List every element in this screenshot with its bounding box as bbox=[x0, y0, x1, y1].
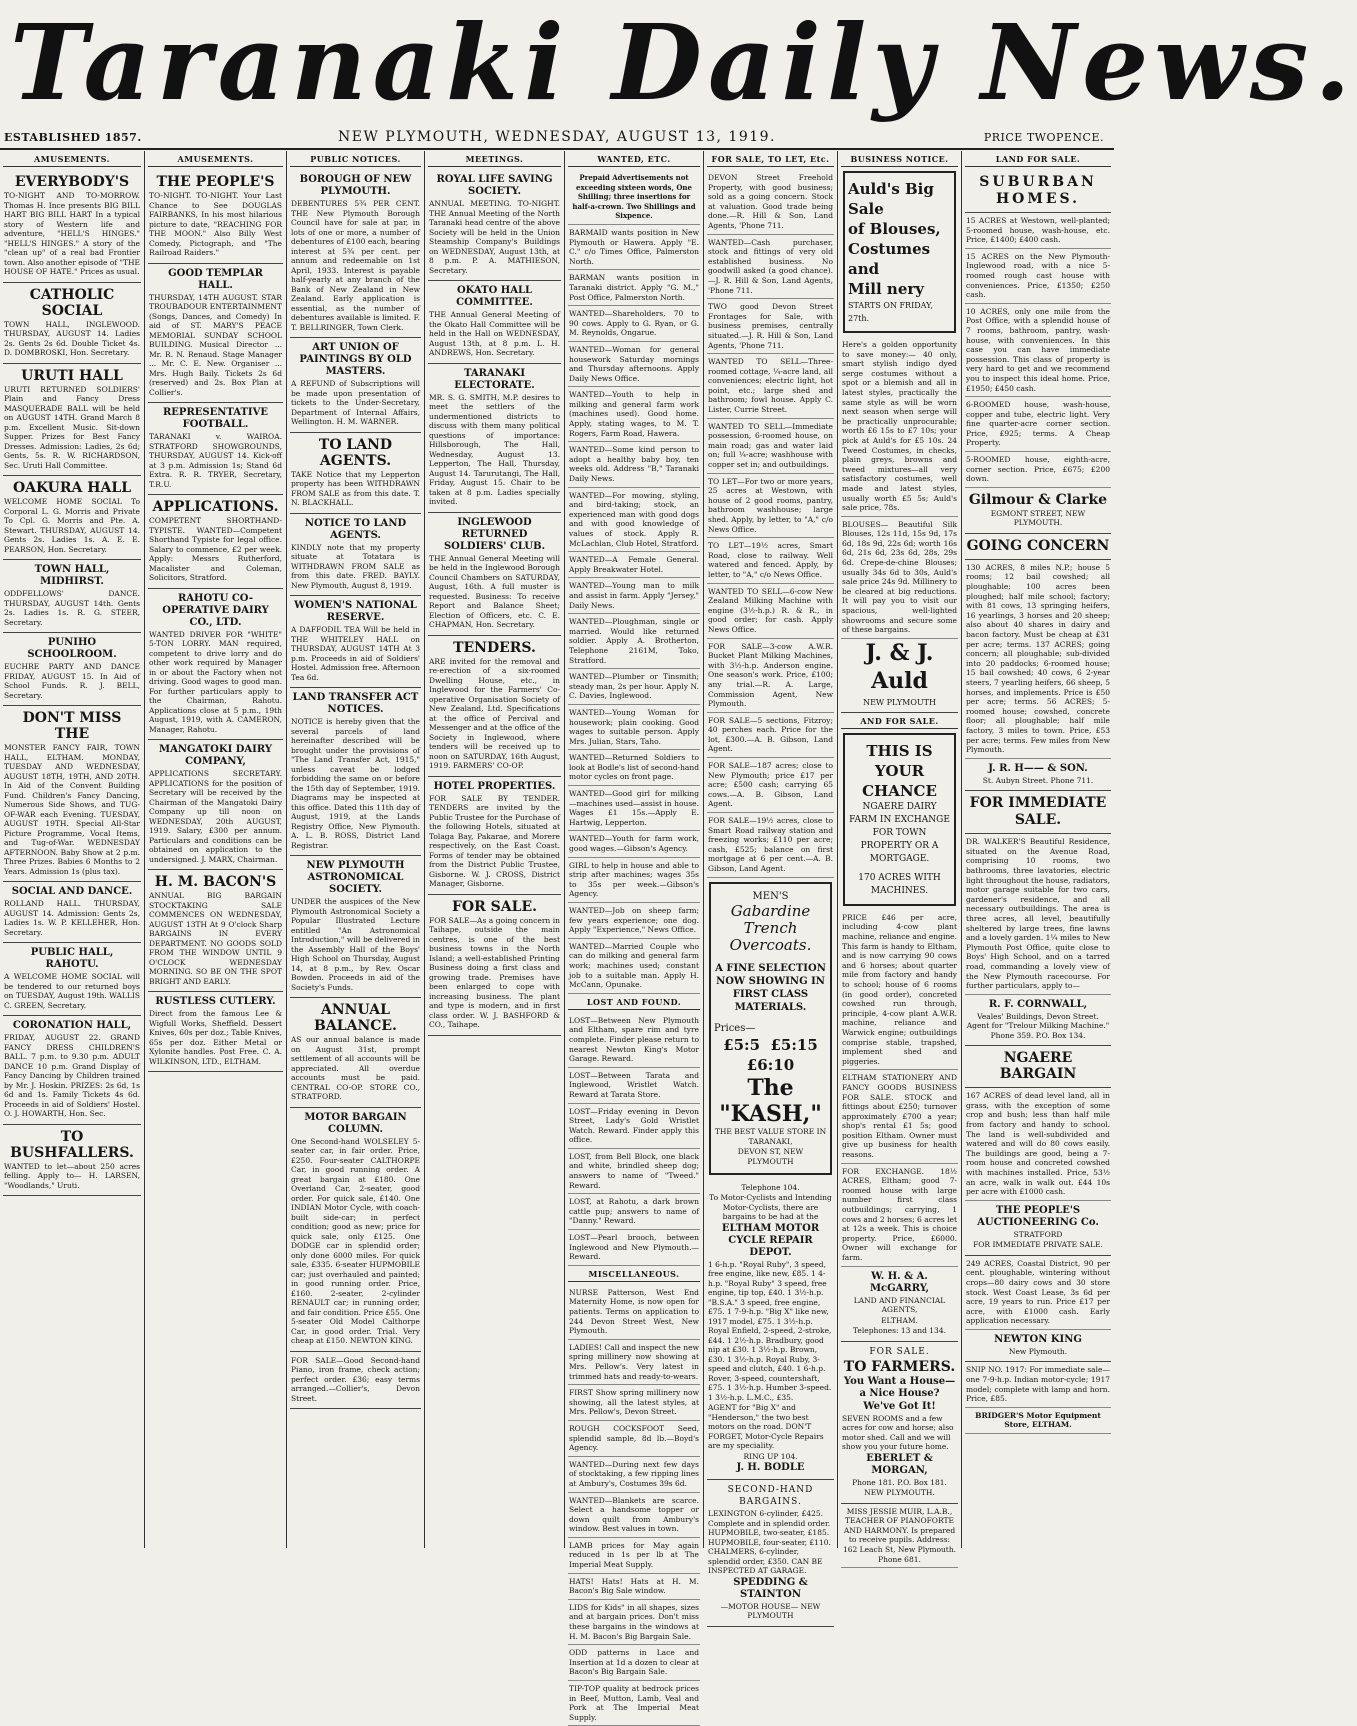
ad-line: Veales' Buildings, Devon Street. Agent for "Trelour Milking Machine." Phone 359. P.O. Box 134. bbox=[966, 1011, 1110, 1040]
column-amusements-1 bbox=[0, 151, 145, 1548]
advertisement bbox=[290, 170, 421, 338]
ad-title: J. R. H—— & SON. bbox=[988, 762, 1088, 774]
misc-item: HATS! Hats! Hats at H. M. Bacon's Big Sale window. bbox=[568, 1574, 700, 1600]
advertisement bbox=[148, 870, 283, 992]
dateline-bar bbox=[0, 128, 1114, 150]
ad-title: TO BUSHFALLERS. bbox=[10, 1128, 134, 1161]
classified-item: WANTED—For mowing, styling, and bird-taking; stock, an experienced man with good dogs and with good knowledge of values of stock. Apply R. McLachlan, Club Hotel, Stratford. bbox=[568, 488, 700, 553]
advertisement bbox=[148, 495, 283, 589]
miscellaneous-header: MISCELLANEOUS. bbox=[568, 1266, 700, 1282]
ad-title: ELTHAM MOTOR CYCLE REPAIR DEPOT. bbox=[721, 1222, 820, 1258]
misc-item: TIP-TOP quality at bedrock prices in Beef, Mutton, Lamb, Veal and Pork at The Imperial Meat Supply. bbox=[568, 1681, 700, 1726]
ad-line: NEW PLYMOUTH bbox=[841, 695, 958, 713]
ad-title: NEW PLYMOUTH ASTRONOMICAL SOCIETY. bbox=[306, 860, 405, 895]
ad-body: KINDLY note that my property situate at Totatara is WITHDRAWN FROM SALE as from this date. FRED. BAYLY. New Plymouth, August 8, 1919. bbox=[291, 542, 420, 590]
ad-body: THE Annual General Meeting will be held in the Inglewood Borough Council Chambers on SATURDAY, August, 16th. A full muster is requested. Business: To receive Report and Balance Sheet; Election of Officers, etc. C. E. CHAPMAN, Hon. Secretary. bbox=[429, 553, 560, 629]
ad-body: WANTED DRIVER FOR "WHITE" 5-TON LORRY. MAN required, competent to drive lorry and do other work required by Manager in or about the Factory when not driving. Good wages to good man. For further particulars apply to the Chairman, Rahotu. Applications close at 5 p.m., 19th August, 1919, with A. CAMERON, Manager, Rahotu. bbox=[149, 629, 282, 734]
classified-item: WANTED—Returned Soldiers to look at Bodle's list of second-hand motor cycles on front page. bbox=[568, 750, 700, 786]
ad-line: RING UP 104. bbox=[743, 1451, 798, 1461]
ad-title: MANGATOKI DAIRY COMPANY, bbox=[159, 744, 272, 767]
ad-line: A FINE SELECTION NOW SHOWING IN FIRST CLASS MATERIALS. bbox=[715, 962, 826, 1013]
secondhand-bargains-ad bbox=[707, 1480, 834, 1627]
ad-line: To Motor-Cyclists and Intending Motor-Cyclists, there are bargains to be had at the bbox=[709, 1193, 832, 1222]
ad-title: Gilmour & Clarke bbox=[968, 491, 1108, 508]
ad-title: SUBURBAN bbox=[979, 174, 1097, 190]
ad-line: FOR IMMEDIATE PRIVATE SALE. bbox=[973, 1240, 1103, 1250]
ad-line: LEXINGTON 6-cylinder, £425. Complete and in splendid order. HUPMOBILE, two-seater, £185. HUPMOBILE, four-seater, £110. CHALMERS, 6-cylinder, splendid order, £350. CAN BE INSPECTED AT GARAGE. bbox=[708, 1509, 831, 1576]
ad-title: APPLICATIONS. bbox=[152, 499, 279, 515]
column-header: WANTED, ETC. bbox=[568, 151, 700, 167]
ad-title: ANNUAL BALANCE. bbox=[314, 1002, 397, 1034]
classified-item: GIRL to help in house and able to strip after machines; wages 35s to 35s per week.—Gibson's Agency. bbox=[568, 858, 700, 903]
advertisement bbox=[428, 895, 561, 1036]
price: £6:10 bbox=[746, 1055, 795, 1074]
misc-item: FIRST Show spring millinery now showing, all the latest styles, at Mrs. Pellow's, Devon Street. bbox=[568, 1385, 700, 1421]
ngaere-bargain-body: 167 ACRES of dead level land, all in grass, with the exception of some crop and bush; less than half mile from factory and handy to school. The land is well-subdivided and watered and will do 80 cows easily. The buildings are good, being a 7-room house and concreted cowshed with machines installed. Price, 53½ an acre, walk in walk out. £44 10s per acre with £1000 cash. bbox=[965, 1088, 1111, 1201]
land-listing: 10 ACRES, only one mile from the Post Office, with a splendid house of 7 rooms, bathroom, pantry, wash-house, with conveniences. In this case you can have immediate possession. This class of property is very hard to get and we recommend you to inspect this ideal home. Price, £1950; £450 cash. bbox=[965, 304, 1111, 397]
advertisement bbox=[428, 513, 561, 636]
advertisement bbox=[428, 170, 561, 281]
ad-line: Telephone 104. bbox=[741, 1182, 800, 1192]
store-name: The "KASH," bbox=[719, 1074, 822, 1127]
ad-line: SEVEN ROOMS and a few acres for cow and horse; also motor shed. Call and we will show you your future home. bbox=[842, 1413, 954, 1452]
advertisement bbox=[3, 633, 141, 706]
lost-found-header: LOST AND FOUND. bbox=[568, 994, 700, 1010]
column-header: PUBLIC NOTICES. bbox=[290, 151, 421, 167]
wanted-rates: Prepaid Advertisements not exceeding sixteen words, One Shilling; three insertions for half-a-crown. Two Shillings and Sixpence. bbox=[568, 170, 700, 225]
column-header: AMUSEMENTS. bbox=[148, 151, 283, 167]
farmers-ad bbox=[841, 1342, 958, 1504]
newton-king-ad bbox=[965, 1330, 1111, 1363]
chance-ad bbox=[843, 733, 956, 906]
ad-title: RUSTLESS CUTLERY. bbox=[155, 996, 276, 1007]
misc-item: WANTED—Blankets are scarce. Select a handsome topper or down quilt from Ambury's window. Best values in town. bbox=[568, 1493, 700, 1538]
ngaere-bargain-ad bbox=[965, 1046, 1111, 1088]
misc-item: LIDS for Kids" in all shapes, sizes and at bargain prices. Don't miss these bargains in the windows at H. M. Bacon's Big Bargain Sale. bbox=[568, 1600, 700, 1645]
classified-item: WANTED TO SELL—Three-roomed cottage, ¼-acre land, all conveniences; electric light, hot point, etc.; large shed and bathroom; fowl house. Apply C. Lister, Currie Street. bbox=[707, 354, 834, 419]
cornwall-ad bbox=[965, 995, 1111, 1047]
ad-title: H. M. BACON'S bbox=[154, 874, 277, 890]
ad-body: ROLLAND HALL. THURSDAY, AUGUST 14. Admission: Gents 2s, Ladies 1s. W. P. KELLEHER, Hon. Secretary. bbox=[4, 899, 140, 937]
ad-title: R. F. CORNWALL, bbox=[988, 998, 1088, 1010]
immediate-sale-ad bbox=[965, 791, 1111, 834]
column-land-for-sale bbox=[962, 151, 1114, 1548]
ad-line: Auld's Big Sale bbox=[848, 180, 934, 218]
classified-item: BARMAN wants position in Taranaki district. Apply "G. M.," Post Office, Palmerston North. bbox=[568, 270, 700, 306]
prices-label: Prices— bbox=[714, 1022, 756, 1034]
ad-body: APPLICATIONS SECRETARY. APPLICATIONS for the position of Secretary will be received by the Chairman of the Mangatoki Dairy Company up till noon on WEDNESDAY, 20th AUGUST, 1919. Salary, £300 per annum. Particulars and conditions can be obtained on application to the undersigned. J. MARX, Chairman. bbox=[149, 769, 282, 864]
newspaper-title: Taranaki Daily News. bbox=[10, 1, 1357, 124]
ad-line: CHANCE bbox=[862, 781, 937, 800]
ad-body: TO-NIGHT. TO-NIGHT. Your Last Chance to See DOUGLAS FAIRBANKS, In his most hilarious picture to date, "REACHING FOR THE MOON." Also Billy West Comedy, Pictograph, and "The Railroad Raiders." bbox=[149, 191, 282, 257]
advertisement bbox=[148, 992, 283, 1072]
ad-title: THE PEOPLE'S AUCTIONEERING Co. bbox=[977, 1204, 1099, 1228]
column-header: MEETINGS. bbox=[428, 151, 561, 167]
ad-line: Telephones: 13 and 134. bbox=[853, 1326, 946, 1336]
ad-line: —MOTOR HOUSE— NEW PLYMOUTH bbox=[720, 1601, 821, 1621]
ad-title: TO FARMERS. bbox=[843, 1358, 956, 1375]
advertisement bbox=[148, 264, 283, 404]
ad-body: NOTICE is hereby given that the several parcels of land hereinafter described will be brought under the provisions of "The Land Transfer Act, 1915," unless caveat be lodged forbidding the same on or before the 15th day of September, 1919. Diagrams may be inspected at this office. Dated this 11th day of August, 1919, at the Lands Registry Office, New Plymouth. A. L. B. ROSS, District Land Registrar. bbox=[291, 717, 420, 850]
kash-overcoats-ad bbox=[709, 882, 832, 1175]
misc-item: LAMB prices for May again reduced in 1s per lb at The Imperial Meat Supply. bbox=[568, 1538, 700, 1574]
ad-title: BOROUGH OF NEW PLYMOUTH. bbox=[299, 174, 412, 197]
advertisement bbox=[148, 170, 283, 264]
ad-body: A REFUND of Subscriptions will be made upon presentation of tickets to the Under-Secretary, Department of Internal Affairs, Wellington. H. M. WARNER. bbox=[291, 379, 420, 426]
column-meetings bbox=[425, 151, 565, 1548]
ad-line: We've Got It! bbox=[863, 1400, 936, 1412]
ad-line: EGMONT STREET, NEW PLYMOUTH. bbox=[990, 508, 1086, 528]
ad-line: STRATFORD bbox=[1013, 1229, 1063, 1239]
advertisement bbox=[148, 740, 283, 870]
price: £5:15 bbox=[770, 1035, 818, 1054]
classified-item: WANTED—Good girl for milking—machines used—assist in house. Wages £1 15s.—Apply E. Hartwig, Lepperton. bbox=[568, 786, 700, 831]
ad-line: AGENT for "Big X" and "Henderson," the two best motors on the road. DON'T FORGET, Motor-Cycle Repairs are my speciality. bbox=[708, 1403, 824, 1451]
advertisement bbox=[148, 403, 283, 495]
ad-body: TOWN HALL, INGLEWOOD. THURSDAY, AUGUST 14. Ladies 2s. Gents 2s 6d. Double Ticket 4s. D. DOMBROSKI, Hon. Secretary. bbox=[4, 319, 140, 357]
land-listing: 6-ROOMED house, wash-house, copper and tube, electric light. Very fine quarter-acre corner section. Price, £925; terms. A Cheap Property. bbox=[965, 397, 1111, 452]
advertisement bbox=[148, 589, 283, 741]
ad-title: TOWN HALL, MIDHIRST. bbox=[34, 564, 110, 587]
land-listing: 15 ACRES at Westown, well-planted; 5-roomed house, wash-house, etc. Price, £1400; £400 cash. bbox=[965, 213, 1111, 249]
mcgarry-ad bbox=[841, 1267, 958, 1342]
classified-item: FOR SALE—19½ acres, close to Smart Road railway station and freezing works; £110 per acre; cash, £525; balance on first mortgage at 6 per cent.—A. B. Gibson, Land Agent. bbox=[707, 813, 834, 878]
classified-item: WANTED—Shareholders, 70 to 90 cows. Apply to G. Ryan, or G. M. Reynolds, Ongarue. bbox=[568, 306, 700, 342]
misc-item: ROUGH COCKSFOOT Seed, splendid sample, 8d lb.—Boyd's Agency. bbox=[568, 1421, 700, 1457]
ad-body: ANNUAL BIG BARGAIN STOCKTAKING SALE COMMENCES ON WEDNESDAY, AUGUST 13TH At 9 O'clock Sharp BARGAINS IN EVERY DEPARTMENT. NO GOODS SOLD FROM THE WINDOW UNTIL 9 O'CLOCK WEDNESDAY MORNING. SO BE ON THE SPOT BRIGHT AND EARLY. bbox=[149, 891, 282, 986]
advertisement bbox=[290, 433, 421, 514]
ad-title: SALE. bbox=[1014, 812, 1062, 829]
advertisement bbox=[290, 1108, 421, 1352]
ad-body: ODDFELLOWS' DANCE. THURSDAY, AUGUST 14th. Gents 2s. Ladies 1s. R. G. STEER, Secretary. bbox=[4, 589, 140, 627]
classified-item: WANTED—Woman for general housework Saturday mornings and Thursday afternoons. Apply Daily News Office. bbox=[568, 342, 700, 387]
ad-title: EBERLET & MORGAN, bbox=[866, 1452, 933, 1476]
muir-ad: MISS JESSIE MUIR, L.A.B., TEACHER OF PIANOFORTE AND HARMONY. Is prepared to receive pupils. Address: 162 Leach St, New Plymouth. Phone 681. bbox=[841, 1504, 958, 1569]
classified-item: WANTED—Youth for farm work, good wages.—Gibson's Agency. bbox=[568, 831, 700, 857]
lost-item: LOST—Between Tarata and Inglewood, Wristlet Watch. Reward at Tarata Store. bbox=[568, 1068, 700, 1104]
column-business-notice bbox=[838, 151, 962, 1564]
ad-title: TENDERS. bbox=[453, 639, 536, 656]
classified-item: TO LET—19½ acres, Smart Road, close to railway. Well watered and fenced. Apply, by letter, to "A," c/o News Office. bbox=[707, 538, 834, 583]
peoples-auction-ad bbox=[965, 1201, 1111, 1256]
classified-item: FOR SALE—5 sections, Fitzroy; 40 perches each. Price for the lot, £300.—A. B. Gibson, Land Agent. bbox=[707, 713, 834, 758]
ad-body: MONSTER FANCY FAIR, TOWN HALL, ELTHAM. MONDAY, TUESDAY AND WEDNESDAY, AUGUST 18TH, 19TH, AND 20TH. In Aid of the Convent Building Fund. Children's Fancy Dancing, Numerous Side Shows, and TUG-OF-WAR each Evening. TUESDAY, AUGUST 19TH. Special All-Star Picture Programme, Vocal Items, and Tug-of-War. WEDNESDAY AFTERNOON. Baby Show at 2 p.m. Three Prizes. Babies 6 Months to 2 Years. Admission 1s (plus tax). bbox=[4, 743, 140, 876]
classified-item: WANTED—Cash purchaser, stock and fittings of very old established business. No goodwill asked (a good chance).—J. R. Hill & Son, Land Agents, 'Phone 711. bbox=[707, 235, 834, 300]
ad-title: ROYAL LIFE SAVING SOCIETY. bbox=[436, 174, 553, 197]
advertisement bbox=[3, 364, 141, 477]
advertisement bbox=[3, 476, 141, 560]
ad-title: TARANAKI ELECTORATE. bbox=[454, 367, 535, 391]
ad-title: FOR IMMEDIATE bbox=[969, 795, 1107, 812]
classified-item: WANTED—Plumber or Tinsmith; steady man, 2s per hour. Apply N. C. Davies, Inglewood. bbox=[568, 669, 700, 705]
price: £5:5 bbox=[723, 1035, 761, 1054]
lost-item: LOST, from Bell Block, one black and white, brindled sheep dog; answers to name of "Tweed." Reward. bbox=[568, 1149, 700, 1194]
ad-body: FOR SALE—As a going concern in Taihape, outside the main centres, is one of the best business towns in the North Island; a well-established Printing Business doing a first class and growing trade. Premises have been enlarged to cope with increasing business. The plant and type is modern, and in first class order. W. J. BASHFORD & CO., Taihape. bbox=[429, 915, 560, 1029]
ad-line: New Plymouth. bbox=[1008, 1346, 1068, 1356]
ad-body: WANTED to let—about 250 acres felling. Apply to— H. LARSEN, "Woodlands," Uruti. bbox=[4, 1161, 140, 1190]
advertisement bbox=[3, 170, 141, 283]
ad-body: A WELCOME HOME SOCIAL will be tendered to our returned boys on TUESDAY, August 19th. WALLIS C. GREEN, Secretary. bbox=[4, 972, 140, 1010]
auld-logo: J. & J. Auld bbox=[865, 639, 934, 694]
ad-title: RAHOTU CO-OPERATIVE DAIRY CO., LTD. bbox=[162, 592, 269, 628]
advertisement bbox=[428, 777, 561, 895]
classified-item: BARMAID wants position in New Plymouth or Hawera. Apply "E. C." c/o Times Office, Palmerston North. bbox=[568, 225, 700, 270]
ad-line: Costumes and bbox=[848, 240, 931, 278]
ad-body: ANNUAL MEETING. TO-NIGHT. THE Annual Meeting of the North Taranaki head centre of the above Society will be held in the Union Steamship Company's Buildings on WEDNESDAY, August 13th, at 8 p.m. P. A. MATHIESON, Secretary. bbox=[429, 199, 560, 275]
ad-title: PUBLIC HALL, RAHOTU. bbox=[30, 947, 114, 970]
ad-line: Phone 181. P.O. Box 181. bbox=[852, 1477, 947, 1487]
ad-title: FOR SALE. bbox=[451, 898, 537, 915]
classified-item: TO LET—For two or more years, 25 acres at Westown, with house of 2 good rooms, pantry, bathroom washhouse; large shed. Apply, by letter, to "A," c/o News Office. bbox=[707, 474, 834, 539]
ad-line: DEVON ST, NEW PLYMOUTH bbox=[737, 1146, 804, 1166]
advertisement bbox=[3, 706, 141, 882]
ad-body: DEBENTURES 5¾ PER CENT. THE New Plymouth Borough Council have for sale at par, in lots of one or more, a number of debentures of £100 each, bearing interest at 5¾ per cent. per annum and redeemable on 1st April, 1933. Interest is payable half-yearly at any branch of the Bank of New Zealand in New Zealand. Early application is essential, as the number of debentures available is limited. F. T. BELLRINGER, Town Clerk. bbox=[291, 199, 420, 332]
ad-body: FRIDAY, AUGUST 22. GRAND FANCY DRESS CHILDREN'S BALL. 7 p.m. to 9.30 p.m. ADULT DANCE 10 p.m. Grand Display of Fancy Dancing by Children trained by Mr. J. Hoskin. PRIZES: 2s 6d, 1s 6d and 1s. Family Tickets 4s 6d. Proceeds in aid of Soldiers' Hostel. O. J. HOWARTH, Hon. Sec. bbox=[4, 1033, 140, 1118]
classified-item: WANTED TO SELL—Immediate possession, 6-roomed house, on main road; gas and water laid on; full ¼-acre; washhouse with copper set in; and outbuildings. bbox=[707, 419, 834, 474]
advertisement bbox=[3, 882, 141, 943]
blouses-list: BLOUSES— Beautiful Silk Blouses, 12s 11d, 15s 9d, 17s 6d, 18s 9d, 22s 6d; worth 16s 6d, 21s 6d, 23s 6d, 28s, 29s 6d. Crepe-de-chine Blouses; usually 34s 6d to 30s, Auld's sale price 24s 9d. Millinery to be cleared at big reductions. It will pay you to visit our spacious, well-lighted showrooms and secure some of these bargains. bbox=[841, 517, 958, 639]
established-label: ESTABLISHED 1857. bbox=[4, 131, 142, 144]
price-label: PRICE TWOPENCE. bbox=[983, 131, 1104, 144]
newspaper-columns bbox=[0, 151, 1114, 1722]
advertisement bbox=[3, 1016, 141, 1125]
ad-line: MEN'S bbox=[752, 890, 789, 902]
ad-title: ART UNION OF PAINTINGS BY OLD MASTERS. bbox=[299, 342, 412, 377]
ad-title: GOING CONCERN bbox=[966, 537, 1110, 554]
ad-title: NGAERE BARGAIN bbox=[999, 1050, 1077, 1083]
ad-title: SPEDDING & STAINTON bbox=[733, 1576, 808, 1600]
misc-item: NURSE Patterson, West End Maternity Home, is now open for patients. Terms on application to 244 Devon Street West, New Plymouth. bbox=[568, 1285, 700, 1340]
ad-title: WOMEN'S NATIONAL RESERVE. bbox=[294, 600, 417, 623]
masthead bbox=[0, 0, 1357, 128]
column-for-sale bbox=[704, 151, 838, 1621]
hood-agent bbox=[965, 759, 1111, 792]
gilmour-clarke-ad bbox=[965, 488, 1111, 534]
classified-item: WANTED—Young Woman for housework; plain cooking. Good wages to suitable person. Apply Mrs. Julian, Stars, Taho. bbox=[568, 705, 700, 750]
ad-line: FOR SALE. bbox=[869, 1346, 930, 1357]
snip-ad: SNIP NO. 1917: For immediate sale—one 7-9-h.p. Indian motor-cycle; 1917 model; complete with lamp and horn. Price, £85. bbox=[965, 1362, 1111, 1407]
advertisement bbox=[3, 943, 141, 1016]
ad-title: HOTEL PROPERTIES. bbox=[433, 780, 556, 792]
ad-title: HOMES. bbox=[995, 191, 1081, 207]
ad-line: Mill nery bbox=[848, 280, 924, 298]
ad-line: NEW PLYMOUTH. bbox=[864, 1488, 935, 1498]
advertisement bbox=[428, 636, 561, 777]
lost-item: LOST, at Rahotu, a dark brown cattle pup; answers to name of "Danny." Reward. bbox=[568, 1194, 700, 1230]
classified-item: WANTED—A Female General. Apply Breakwater Hotel. bbox=[568, 552, 700, 578]
misc-item: WANTED—During next few days of stocktaking, a few ripping lines at Ambury's, Costumes 39s 6d. bbox=[568, 1457, 700, 1493]
advertisement bbox=[290, 1352, 421, 1410]
ad-body: One Second-hand WOLSELEY 5-seater car, in fair order. Price, £250. Four-seater CALTHORPE Car, in good running order. A great bargain at £180. One Overland Car, 2-seater, good order. For quick sale, £140. One INDIAN Motor Cycle, with coach-built side-car; in perfect condition; good as new; price for quick sale, only £125. One DODGE car in splendid order; only done 6000 miles. For quick sale, £335. 6-seater HUPMOBILE car; just overhauled and painted; in good running order. Price, £160. 2-seater, 2-cylinder RENAULT car; in running order, and fair condition. Price £55. One 5-seater Old Model Calthorpe Car, in good order. Trial. Very cheap at £150. NEWTON KING. bbox=[291, 1136, 420, 1345]
ad-line: STARTS ON FRIDAY, 27th. bbox=[848, 301, 933, 323]
advertisement bbox=[290, 856, 421, 998]
ad-line: 1 6-h.p. "Royal Ruby", 3 speed, free engine, like new, £85. 1 4-h.p. "Royal Ruby" 3 speed, free engine, tip top, £40. 1 3½-h.p. "B.S.A." 3 speed, free engine, £75. 1 7-9-h.p. "Big X" like new, 1917 model, £75. 1 3½-h.p. Royal Enfield, 2-speed, 2-stroke, £44. 1 2½-h.p. Bradbury, good nip at £30. 1 3½-h.p. Brown, £30. 1 3½-h.p. Royal Ruby, 3-speed and clutch, £40. 1 6-h.p. Rover, 3-speed, countershaft, £75. 1 3½-h.p. Humber 3-speed. 1 3½-h.p. L.M.C., £35. bbox=[708, 1259, 832, 1402]
ad-body: TO-NIGHT AND TO-MORROW. Thomas H. Ince presents BIG BILL HART BIG BILL HART In a typical story of Western life and adventure, "HELL'S HINGES." "HELL'S HINGES." A story of the "clean up" of a real bad Frontier town. Also another episode of "THE HOUSE OF HATE." Prices as usual. bbox=[4, 191, 140, 276]
walker-residence-body: DR. WALKER'S Beautiful Residence, situated on the Avenue Road, comprising 10 rooms, two bathrooms, three lavatories, electric light throughout the house, radiators, motor garage suitable for two cars, gardener's residence, and all necessary outbuildings. The area is three acres, all level, beautifully sheltered by large trees, fine lawns and a lovely garden. 1¼ miles to New Plymouth Post Office, quite close to Boys' High School, and on a tarred road, commanding a lovely view of the New Plymouth racecourse. For further particulars, apply to— bbox=[965, 834, 1111, 995]
classified-item: WANTED TO SELL—6-cow New Zealand Milking Machine with engine (3½-h.p.) R. & R., in good order; for cash. Apply News Office. bbox=[707, 584, 834, 639]
ad-body: URUTI RETURNED SOLDIERS' Plain and Fancy Dress MASQUERADE BALL will be held on AUGUST 14TH. Grand March 8 p.m. Excellent Music. Sit-down Supper. Prizes for Best Fancy Dresses. Admission: Ladies, 2s 6d; Gents, 5s. R. W. RICHARDSON, Sec. Uruti Hall Committee. bbox=[4, 384, 140, 470]
ad-title: CATHOLIC SOCIAL bbox=[29, 286, 115, 319]
column-amusements-2 bbox=[145, 151, 287, 1548]
ad-title: TO LAND AGENTS. bbox=[318, 436, 393, 469]
ad-title: J. H. BODLE bbox=[736, 1462, 805, 1474]
ad-line: St. Aubyn Street. Phone 711. bbox=[982, 775, 1094, 785]
land-listing: 5-ROOMED house, eighth-acre, corner section. Price, £675; £200 down. bbox=[965, 452, 1111, 488]
classified-item: WANTED—Ploughman, single or married. Would like returned soldier. Apply A. Brotherton, Telephone 2161M, Toko, Stratford. bbox=[568, 614, 700, 669]
ad-body: ARE invited for the removal and re-erection of a six-roomed Dwelling House, etc., in Inglewood for the Farmers' Co-operative Organisation Society of New Zealand, Ltd. Specifications at the office of Percival and Messenger and at the office of the Society in Inglewood, where tenders will be received up to noon on SATURDAY, 16th August, 1919. FARMERS' CO-OP. bbox=[429, 656, 560, 770]
ad-line: Gabardine bbox=[730, 901, 811, 920]
bodle-ad bbox=[707, 1179, 834, 1481]
ad-title: REPRESENTATIVE FOOTBALL. bbox=[163, 407, 268, 430]
ad-title: INGLEWOOD RETURNED SOLDIERS' CLUB. bbox=[443, 516, 546, 552]
ad-body: Direct from the famous Lee & Wigfull Works, Sheffield. Dessert Knives, 60s per doz.; Table Knives, 65s per doz. Either Metal or Xylonite handles. Post Free. C. A. WILKINSON, LTD., ELTHAM. bbox=[149, 1009, 282, 1066]
column-header: FOR SALE, TO LET, Etc. bbox=[707, 151, 834, 167]
ad-line: NGAERE DAIRY FARM IN EXCHANGE FOR TOWN PROPERTY OR A MORTGAGE. bbox=[849, 801, 950, 864]
ad-line: THE BEST VALUE STORE IN TARANAKI, bbox=[714, 1126, 827, 1146]
ad-title: NEWTON KING bbox=[994, 1333, 1082, 1345]
lost-item: LOST—Friday evening in Devon Street, Lady's Gold Wristlet Watch. Reward. Finder apply this office. bbox=[568, 1104, 700, 1149]
auld-sale-body: Here's a golden opportunity to save money:— 40 only, smart stylish indigo dyed serge costumes without a spot or a blemish and all in latest styles, practically the same style as will be worn next season when serge will be practically unprocurable; worth £6 15s to £7 10s; your pick at Auld's for £5 10s. 24 Tweed Costumes, in checks, plain greys, browns and tweed mixtures—all very satisfactory costumes, well made and latest styles, usually worth £5 5s; Auld's sale price, 78s. bbox=[841, 337, 958, 517]
classified-item: WANTED—Some kind person to adopt a healthy baby boy, ten weeks old. Address "B," Taranaki Daily News. bbox=[568, 442, 700, 487]
advertisement bbox=[290, 688, 421, 856]
ad-body: COMPETENT SHORTHAND-TYPISTE. WANTED—Competent Shorthand Typiste for legal office. Salary to commence, £2 per week. Apply: Messrs Rutherford, Macalister and Coleman, Solicitors, Stratford. bbox=[149, 516, 282, 582]
ad-line: THIS IS YOUR bbox=[866, 741, 933, 780]
advertisement bbox=[428, 281, 561, 364]
ad-title: PUNIHO SCHOOLROOM. bbox=[27, 637, 117, 660]
ad-title: GOOD TEMPLAR HALL. bbox=[168, 267, 263, 291]
ad-title: W. H. & A. McGARRY, bbox=[869, 1270, 930, 1294]
classified-item: WANTED—Married Couple who can do milking and general farm work; machines used; constant job to a suitable man. Apply H. McCann, Opunake. bbox=[568, 939, 700, 994]
advertisement bbox=[290, 514, 421, 597]
ad-title: THE PEOPLE'S bbox=[156, 174, 275, 190]
ad-line: Overcoats. bbox=[729, 935, 812, 954]
ad-body: A DAFFODIL TEA Will be held in THE WHITELEY HALL on THURSDAY, AUGUST 14TH At 3 p.m. Proceeds in aid of Soldiers' Hostel. Admission free. Afternoon Tea 6d. bbox=[291, 625, 420, 682]
ad-line: Trench bbox=[743, 918, 798, 937]
ad-title: SECOND-HAND BARGAINS. bbox=[727, 1485, 814, 1508]
classified-item: WANTED—Young man to milk and assist in farm. Apply "Jersey," Daily News. bbox=[568, 578, 700, 614]
classified-item: FOR SALE—187 acres; close to New Plymouth; price £17 per acre; £500 cash; carrying 65 cows.—A. B. Gibson, Land Agent. bbox=[707, 758, 834, 813]
classified-item: DEVON Street Freehold Property, with good business; sold as a going concern. Stock at valuation. Good trade being done.—R. Hill & Son, Land Agents, 'Phone 711. bbox=[707, 170, 834, 235]
advertisement bbox=[3, 283, 141, 364]
coastal-farm-body: 249 ACRES, Coastal District, 90 per cent. ploughable, wintering without crops—80 dairy cows and 30 store stock. West Coast Lease, 3s 6d per acre, 19 years to run. Price £17 per acre, with £1000 cash. Early application necessary. bbox=[965, 1256, 1111, 1330]
ad-line: LAND AND FINANCIAL AGENTS, bbox=[853, 1295, 946, 1315]
ad-line: You Want a House—a Nice House? bbox=[843, 1375, 956, 1399]
ad-title: OKATO HALL COMMITTEE. bbox=[456, 285, 533, 308]
dateline: NEW PLYMOUTH, WEDNESDAY, AUGUST 13, 1919. bbox=[338, 129, 776, 145]
advertisement bbox=[3, 560, 141, 633]
ad-title: LAND TRANSFER ACT NOTICES. bbox=[292, 692, 419, 715]
auld-sale-ad bbox=[843, 171, 956, 333]
ad-body: FOR SALE BY TENDER. TENDERS are invited by the Public Trustee for the Purchase of the following Hotels, situated at Tolaga Bay, Pakarae, and Morere respectively, on the East Coast. Forms of tender may be obtained from the District Public Trustee, Gisborne. W. J. CROSS, District Manager, Gisborne. bbox=[429, 793, 560, 888]
ad-title: CORONATION HALL, bbox=[12, 1020, 132, 1031]
advertisement bbox=[3, 1125, 141, 1197]
classified-item: TWO good Devon Street Frontages for Sale, with business premises, centrally situated.—J. R. Hill & Son, Land Agents, 'Phone 711. bbox=[707, 299, 834, 354]
lost-item: LOST—Between New Plymouth and Eltham, spare rim and tyre complete. Finder please return to nearest Newton King's Motor Garage. Reward. bbox=[568, 1013, 700, 1068]
ad-body: EUCHRE PARTY AND DANCE FRIDAY, AUGUST 15. In Aid of School Funds. R. J. BELL, Secretary. bbox=[4, 662, 140, 700]
going-concern-ad bbox=[965, 534, 1111, 560]
ad-body: TARANAKI v. WAIROA. STRATFORD SHOWGROUNDS, THURSDAY, AUGUST 14. Kick-off at 3 p.m. Admission 1s; Stand 6d Extra. R. R. TRYER, Secretary, T.R.U. bbox=[149, 432, 282, 489]
suburban-homes-ad bbox=[965, 170, 1111, 213]
column-header: LAND FOR SALE. bbox=[965, 151, 1111, 167]
exchange-ad: FOR EXCHANGE. 18½ ACRES, Eltham; good 7-roomed house with large number first class outbuildings; carrying, 1 cows and 2 horses; 6 acres let at 12s a week. This is choice property. Price, £6000. Owner will exchange for farm. bbox=[841, 1164, 958, 1267]
eltham-business-ad: ELTHAM STATIONERY AND FANCY GOODS BUSINESS FOR SALE. STOCK and fittings about £250; turnover approximately £700 a year; shop's rental £1 5s; good position Eltham. Owner must give up business for health reasons. bbox=[841, 1070, 958, 1163]
ad-title: MOTOR BARGAIN COLUMN. bbox=[304, 1111, 407, 1135]
column-public-notices bbox=[287, 151, 425, 1548]
ad-title: EVERYBODY'S bbox=[14, 174, 130, 190]
column-header: AMUSEMENTS. bbox=[3, 151, 141, 167]
column-header: BUSINESS NOTICE. bbox=[841, 151, 958, 167]
column-wanted bbox=[565, 151, 704, 1722]
ad-title: SOCIAL AND DANCE. bbox=[11, 886, 133, 897]
misc-item: LADIES! Call and inspect the new spring millinery now showing at Mrs. Pellow's. Very latest in trimmed hats and ready-to-wears. bbox=[568, 1340, 700, 1385]
advertisement bbox=[290, 998, 421, 1108]
ad-body: MR. S. G. SMITH, M.P. desires to meet the settlers of the undermentioned districts to discuss with them many political questions of importance: Hillsborough, The Hall, Wednesday, August 13. Lepperton, The Hall, Thursday, August 14. Tarurutangi, The Hall, Friday, August 15. Chair to be taken at 8 p.m. Ladies specially invited. bbox=[429, 392, 560, 506]
ad-body: THE Annual General Meeting of the Okato Hall Committee will be held in the Hall on WEDNESDAY, August 13th, at 8 p.m. L. H. ANDREWS, Hon. Secretary. bbox=[429, 310, 560, 357]
ad-body: AS our annual balance is made on August 31st, prompt settlement of all accounts will be appreciated. All overdue accounts must be paid. CENTRAL CO-OP. STORE CO., STRATFORD. bbox=[291, 1035, 420, 1101]
advertisement bbox=[428, 364, 561, 513]
going-concern-body: 130 ACRES, 8 miles N.P.; house 5 rooms; 12 bail cowshed; all ploughable; 100 acres been ploughed; half mile school; factory; with 81 cows, 13 springing heifers, 16 yearlings, 3 horses and 20 sheep; also about 40 shares in dairy and bacon factory. Must be cheap at £31 per acre; terms. 137 ACRES; going concern; all ploughable; sub-divided into 20 paddocks; 6-roomed house; 15 bail cowshed; 40 cows, 6 2-year steers, 7 yearling heifers, 66 sheep, 5 horses, and implements. Price is £50 per acre; terms. 56 ACRES; 5-roomed house; cowshed, concrete floor; all ploughable; half mile factory, 3 miles to town. Price, £53 per acre; terms. Few miles from New Plymouth. bbox=[965, 560, 1111, 759]
ad-title: URUTI HALL bbox=[21, 367, 123, 384]
bridger-ad: BRIDGER'S Motor Equipment Store, ELTHAM. bbox=[965, 1408, 1111, 1434]
ad-body: TAKE Notice that my Lepperton property has been WITHDRAWN FROM SALE as from this date. T. N. BLACKHALL. bbox=[291, 469, 420, 507]
ad-body: FOR SALE—Good Second-hand Piano, iron frame, check action; perfect order. £36; easy terms arranged.—Collier's, Devon Street. bbox=[291, 1355, 420, 1403]
lost-item: LOST—Pearl brooch, between Inglewood and New Plymouth.—Reward. bbox=[568, 1230, 700, 1266]
ad-line: ELTHAM. bbox=[881, 1315, 918, 1325]
ad-line: of Blouses, bbox=[848, 220, 941, 238]
advertisement bbox=[290, 596, 421, 688]
ad-title: NOTICE TO LAND AGENTS. bbox=[304, 517, 407, 541]
chance-body: PRICE £46 per acre, including 4-cow plant machine, reliance and engine. This farm is handy to Eltham, and is now carrying 90 cows and 6 horses; about quarter mile from factory and handy to school; house of 6 rooms (in good order), concreted cowshed run through, principle, 4-cow plant A.W.R. machine, reliance and Warwick engine; outbuildings comprise stable, trapshed, implement shed and piggeries. bbox=[841, 910, 958, 1071]
ad-title: DON'T MISS THE bbox=[22, 710, 122, 742]
section-header: AND FOR SALE. bbox=[841, 713, 958, 729]
classified-item: WANTED—Job on sheep farm; few years experience; one dog. Apply "Experience," News Office. bbox=[568, 903, 700, 939]
ad-body: THURSDAY, 14TH AUGUST. STAR TROUBADOUR ENTERTAINMENT (Songs, Dances, and Comedy) In aid of ST. MARY'S PEACE MEMORIAL SUNDAY SCHOOL BUILDING. Musical Director ... Mr. R. N. Renaud. Stage Manager ... Mr. C. E. New. Organiser ... Mrs. Hugh Baily. Tickets 2s 6d (reserved) and 2s. Box Plan at Collier's. bbox=[149, 292, 282, 397]
advertisement bbox=[290, 338, 421, 433]
ad-body: UNDER the auspices of the New Plymouth Astronomical Society a Popular Illustrated Lecture entitled "An Astronomical Introduction," will be delivered in the Assembly Hall of the Boys' High School on Thursday, August 14, at 8 p.m., by Rev. Oscar Bowden. Proceeds in aid of the Society's Funds. bbox=[291, 897, 420, 992]
classified-item: FOR SALE—3-cow A.W.R. Bucket Plant Milking Machines, with 3½-h.p. Anderson engine. One season's work. Price, £100; any trial.—R. A. Large, Commission Agent, New Plymouth. bbox=[707, 639, 834, 713]
misc-item: ODD patterns in Lace and Insertion at 1d a dozen to clear at Bacon's Big Bargain Sale. bbox=[568, 1645, 700, 1681]
classified-item: WANTED—Youth to help in milking and general farm work (machines used). Good home. Apply, stating wages, to M. T. Rogers, Farm Road, Hawera. bbox=[568, 387, 700, 442]
ad-title: OAKURA HALL bbox=[12, 480, 132, 496]
land-listing: 15 ACRES on the New Plymouth-Inglewood road, with a nice 5-roomed rough cast house with conveniences. Price, £1350; £250 cash. bbox=[965, 249, 1111, 304]
ad-line: 170 ACRES WITH MACHINES. bbox=[858, 872, 941, 896]
ad-body: WELCOME HOME SOCIAL To Corporal L. G. Morris and Private To Cpl. G. Morris and Pte. A. Stewart. THURSDAY, AUGUST 14. Gents 2s. Ladies 1s. A. E. E. PEARSON, Hon. Secretary. bbox=[4, 497, 140, 554]
